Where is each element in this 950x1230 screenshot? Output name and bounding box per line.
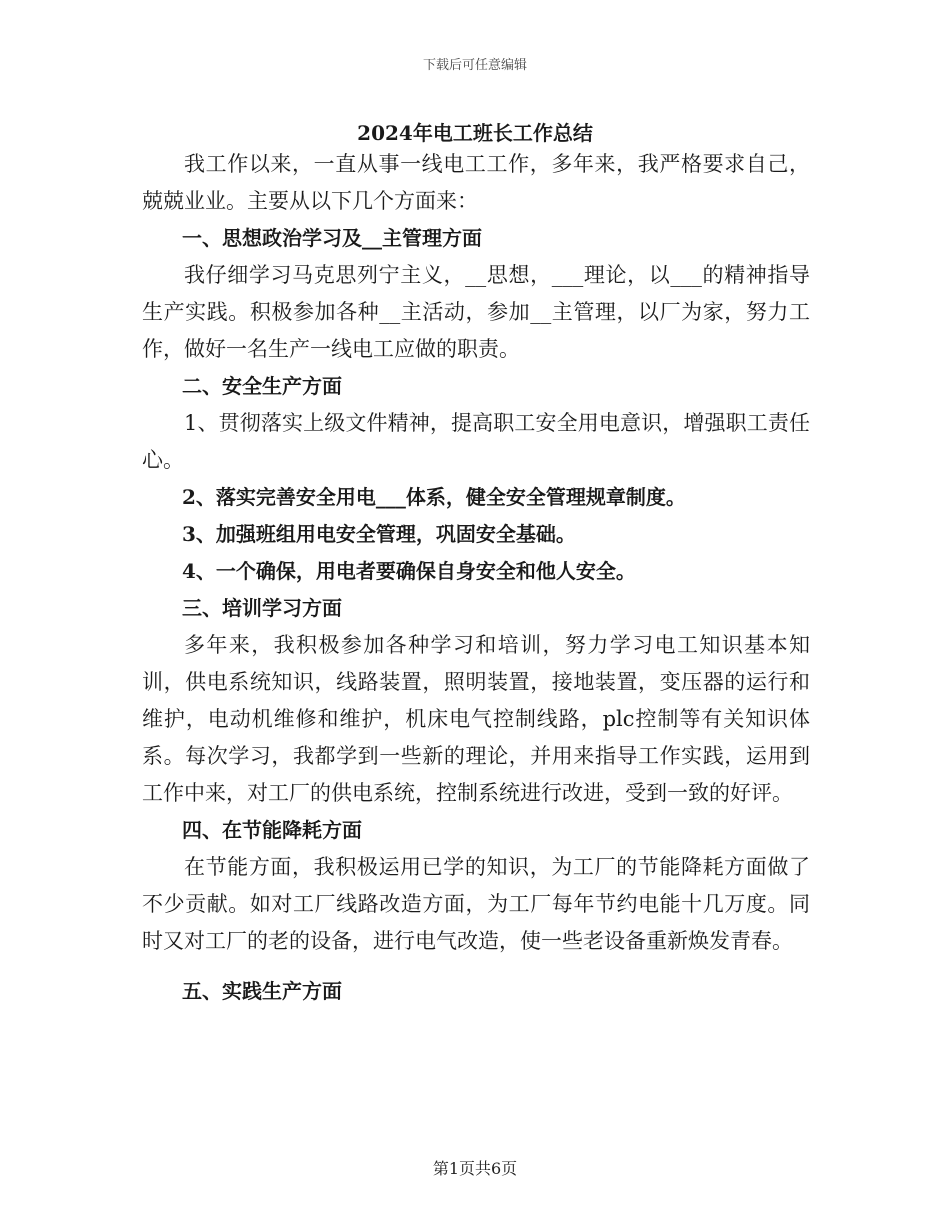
header-note: 下载后可任意编辑 xyxy=(422,58,527,73)
spacer xyxy=(142,960,810,973)
section-4-paragraph: 在节能方面，我积极运用已学的知识，为工厂的节能降耗方面做了不少贡献。如对工厂线路改造方面，为工厂每年节约电能十几万度。同时又对工厂的老的设备，进行电气改造，使一些老设备重新焕发青春。 xyxy=(142,855,810,953)
document-body xyxy=(142,146,810,1010)
document-title: 2024年电工班长工作总结 xyxy=(357,121,593,145)
section-2-item-1: 1、贯彻落实上级文件精神，提高职工安全用电意识，增强职工责任心。 xyxy=(142,411,810,472)
intro-paragraph: 我工作以来，一直从事一线电工工作，多年来，我严格要求自己，兢兢业业。主要从以下几个方面来： xyxy=(142,152,810,213)
section-2-item-2: 2、落实完善安全用电___体系，健全安全管理规章制度。 xyxy=(182,485,686,509)
section-1-paragraph: 我仔细学习马克思列宁主义，__思想，___理论，以___的精神指导生产实践。积极参加各种__主活动，参加__主管理，以厂为家，努力工作，做好一名生产一线电工应做的职责。 xyxy=(142,263,810,361)
section-2-item-3: 3、加强班组用电安全管理，巩固安全基础。 xyxy=(182,522,576,546)
page-footer: 第1页共6页 xyxy=(432,1159,518,1178)
section-2-heading: 二、安全生产方面 xyxy=(182,374,342,398)
section-3-paragraph: 多年来，我积极参加各种学习和培训，努力学习电工知识基本知训，供电系统知识，线路装置，照明装置，接地装置，变压器的运行和维护，电动机维修和维护，机床电气控制线路，plc控制等有关知识体系。每次学习，我都学到一些新的理论，并用来指导工作实践，运用到工作中来，对工厂的供电系统，控制系统进行改进，受到一致的好评。 xyxy=(142,633,810,805)
section-5-heading: 五、实践生产方面 xyxy=(182,979,342,1003)
section-2-item-4: 4、一个确保，用电者要确保自身安全和他人安全。 xyxy=(182,559,636,583)
section-4-heading: 四、在节能降耗方面 xyxy=(182,818,362,842)
section-1-heading: 一、思想政治学习及__主管理方面 xyxy=(182,226,482,250)
section-3-heading: 三、培训学习方面 xyxy=(182,596,342,620)
